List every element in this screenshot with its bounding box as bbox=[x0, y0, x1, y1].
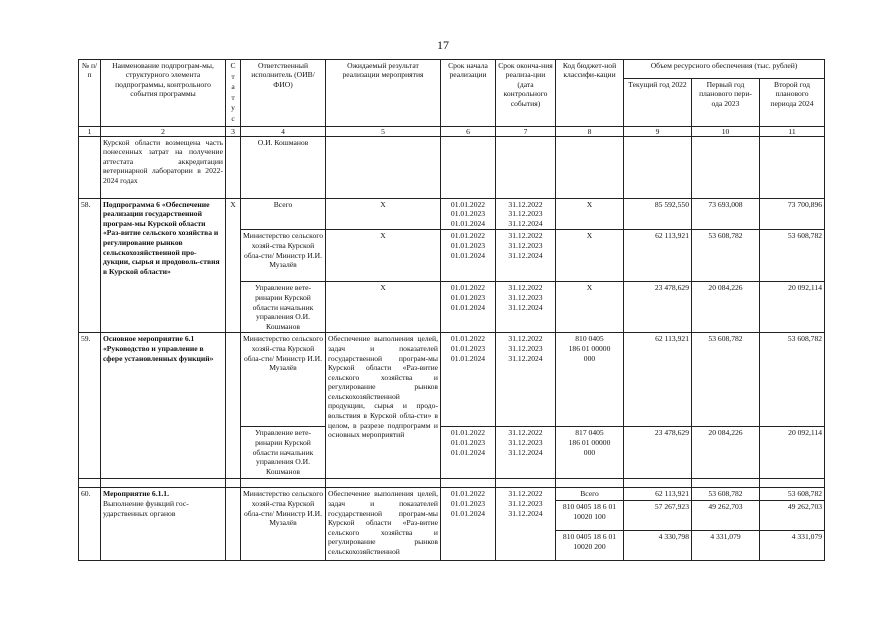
page-number: 17 bbox=[437, 38, 449, 52]
row58-num: 58. bbox=[79, 198, 101, 333]
header-2022: Текущий год 2022 bbox=[624, 78, 692, 126]
continuation-name: Курской области возмещена часть понесенных затрат на получение аттестата аккредитации ветеринарной лаборатории в 2022-2024 годах bbox=[101, 136, 226, 198]
continuation-responsible: О.И. Кошманов bbox=[241, 136, 326, 198]
column-number-row: 1 2 3 4 5 6 7 8 9 10 11 bbox=[79, 126, 825, 136]
row60-name: Мероприятие 6.1.1. Выполнение функций гос-ударственных органов bbox=[101, 488, 226, 561]
table-row: 58. Подпрограмма 6 «Обеспечение реализации государственной програм-мы Курской области «Раз-витие сельского хозяйства и регулирование рынков сельскохозяйственной про-дукции, сырья и продоволь-ствия в Курской области» Х Всего Х 01.01.2022 01.01.2023 01.01.2024 31.12.2022 31.12.2023 31.12.2024 Х 85 592,550 73 693,008 73 700,896 bbox=[79, 198, 825, 230]
row60-responsible: Министерство сельского хозяй-ства Курской обла-сти/ Министр И.И. Музалёв bbox=[241, 488, 326, 561]
table-row: 810 0405 18 6 01 10020 100 57 267,923 49 262,703 49 262,703 bbox=[79, 500, 825, 530]
row58-name: Подпрограмма 6 «Обеспечение реализации государственной програм-мы Курской области «Раз-витие сельского хозяйства и регулирование рынков сельскохозяйственной про-дукции, сырья и продоволь-ствия в Курской области» bbox=[101, 198, 226, 333]
table-row: Министерство сельского хозяй-ства Курской обла-сти/ Министр И.И. Музалёв Х 01.01.2022 01.01.2023 01.01.2024 31.12.2022 31.12.2023 31.12.2024 Х 62 113,921 53 608,782 53 608,782 bbox=[79, 230, 825, 282]
header-num: № п/п bbox=[79, 60, 101, 127]
header-end: Срок оконча-ния реализа-ции (дата контрольного события) bbox=[496, 60, 556, 127]
header-code: Код бюджет-ной классифи-кации bbox=[556, 60, 624, 127]
header-result: Ожидаемый результат реализации мероприятия bbox=[326, 60, 441, 127]
row58-status: Х bbox=[226, 198, 241, 333]
table-row: 810 0405 18 6 01 10020 200 4 330,798 4 331,079 4 331,079 bbox=[79, 530, 825, 560]
header-name: Наименование подпрограм-мы, структурного элемента подпрограммы, контрольного события программы bbox=[101, 60, 226, 127]
table-row: 60. Мероприятие 6.1.1. Выполнение функций гос-ударственных органов Министерство сельского хозяй-ства Курской обла-сти/ Министр И.И. Музалёв Обеспечение выполнения целей, задач и показателей государственной програм-мы Курской области «Раз-витие сельского хозяйства и регулирование рынков сельскохозяйственной 01.01.2022 01.01.2023 01.01.2024 31.12.2022 31.12.2023 31.12.2024 Всего 62 113,921 53 608,782 53 608,782 bbox=[79, 488, 825, 501]
resource-table bbox=[78, 59, 825, 561]
row59-name: Основное мероприятие 6.1 «Руководство и управление в сфере установленных функций» bbox=[101, 333, 226, 479]
table-row: Управление вете-ринарии Курской области начальник управления О.И. Кошманов Х 01.01.2022 01.01.2023 01.01.2024 31.12.2022 31.12.2023 31.12.2024 Х 23 478,629 20 084,226 20 092,114 bbox=[79, 282, 825, 333]
row59-result: Обеспечение выполнения целей, задач и показателей государственной програм-мы Курской области «Раз-витие сельского хозяйства и регулирование рынков сельскохозяйственной продукции, сырья и продо-вольствия в Курской обла-сти» в целом, в разрезе подпрограмм и основных мероприятий bbox=[326, 333, 441, 479]
header-volume: Объем ресурсного обеспечения (тыс. рублей) bbox=[624, 60, 825, 79]
header-start: Срок начала реализации bbox=[441, 60, 496, 127]
header-responsible: Ответственный исполнитель (ОИВ/ФИО) bbox=[241, 60, 326, 127]
row60-result: Обеспечение выполнения целей, задач и показателей государственной програм-мы Курской области «Раз-витие сельского хозяйства и регулирование рынков сельскохозяйственной bbox=[326, 488, 441, 561]
header-2024: Второй год планового периода 2024 bbox=[760, 78, 825, 126]
header-row bbox=[79, 60, 825, 79]
row59-num: 59. bbox=[79, 333, 101, 479]
row60-num: 60. bbox=[79, 488, 101, 561]
header-status: С т а т у с bbox=[226, 60, 241, 127]
table-row: 59. Основное мероприятие 6.1 «Руководство и управление в сфере установленных функций» Министерство сельского хозяй-ства Курской обла-сти/ Министр И.И. Музалёв Обеспечение выполнения целей, задач и показателей государственной програм-мы Курской области «Раз-витие сельского хозяйства и регулирование рынков сельскохозяйственной продукции, сырья и продо-вольствия в Курской обла-сти» в целом, в разрезе подпрограмм и основных мероприятий 01.01.2022 01.01.2023 01.01.2024 31.12.2022 31.12.2023 31.12.2024 810 0405 186 01 00000 000 62 113,921 53 608,782 53 608,782 bbox=[79, 333, 825, 427]
gap-row bbox=[79, 479, 825, 488]
header-2023: Первый год планового пери-ода 2023 bbox=[692, 78, 760, 126]
table-row: Управление вете-ринарии Курской области начальник управления О.И. Кошманов 01.01.2022 01.01.2023 01.01.2024 31.12.2022 31.12.2023 31.12.2024 817 0405 186 01 00000 000 23 478,629 20 084,226 20 092,114 bbox=[79, 427, 825, 479]
continuation-row bbox=[79, 136, 825, 198]
